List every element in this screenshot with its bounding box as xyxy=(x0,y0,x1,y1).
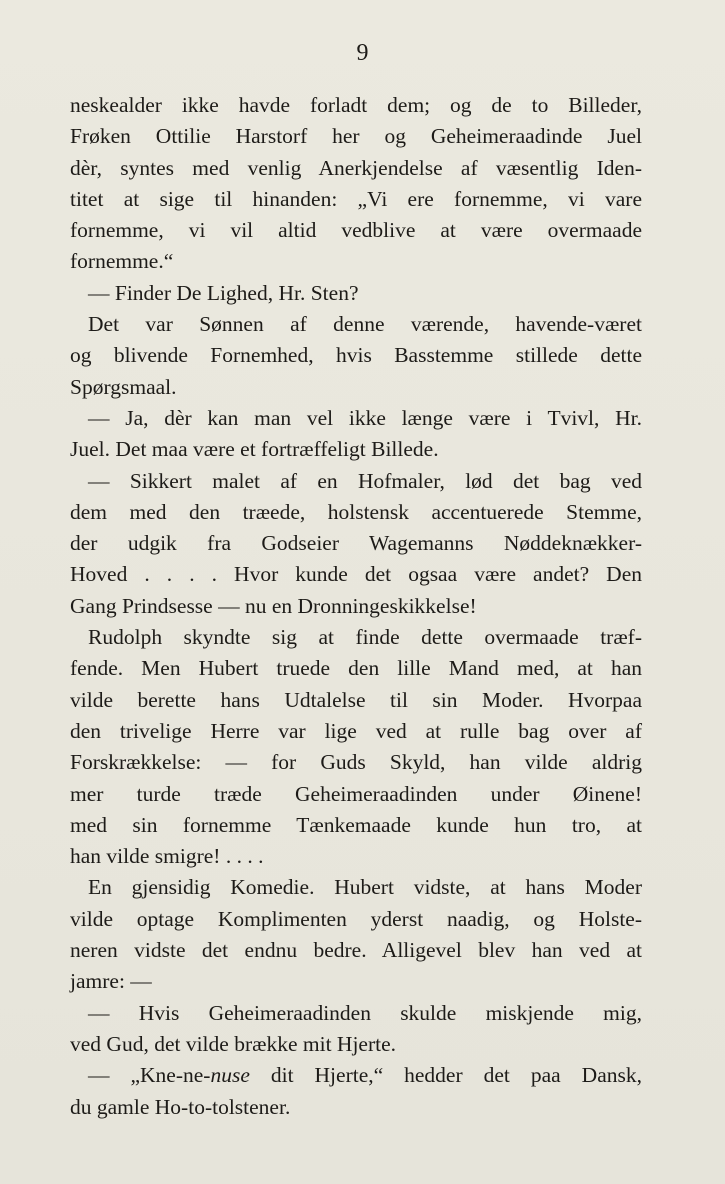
text-line: Hoved . . . . Hvor kunde det ogsaa være andet? Den xyxy=(70,562,642,587)
text-line: Spørgsmaal. xyxy=(70,374,177,399)
text-line: han vilde smigre! . . . . xyxy=(70,844,264,869)
text-line: neskealder ikke havde forladt dem; og de to Billeder, xyxy=(70,93,642,117)
text-line: mer turde træde Geheimeraadinden under Øinene! xyxy=(70,781,642,806)
text-line: du gamle Ho-to-tolstener. xyxy=(70,1094,291,1119)
text-line: der udgik fra Godseier Wagemanns Nøddeknækker- xyxy=(70,531,642,556)
text-line: fornemme.“ xyxy=(70,249,174,274)
text-line: neren vidste det endnu bedre. Alligevel blev han ved at xyxy=(70,938,642,963)
text-line: En gjensidig Komedie. Hubert vidste, at hans Moder xyxy=(88,875,642,900)
text-line xyxy=(70,1060,642,1091)
text-line: Forskrækkelse: — for Guds Skyld, han vilde aldrig xyxy=(70,750,642,775)
text-line: med sin fornemme Tænkemaade kunde hun tro, at xyxy=(70,812,642,837)
text-segment: dit Hjerte,“ hedder det paa Dansk, xyxy=(249,1063,642,1088)
italic-word: nuse xyxy=(210,1063,250,1088)
body-text xyxy=(70,90,642,1123)
text-line: fornemme, vi vil altid vedblive at være overmaade xyxy=(70,218,642,243)
page-number: 9 xyxy=(356,40,369,66)
text-line: dèr, syntes med venlig Anerkjendelse af væsentlig Iden- xyxy=(70,155,642,180)
text-segment: — „Kne-ne- xyxy=(88,1063,211,1088)
text-line: titet at sige til hinanden: „Vi ere fornemme, vi vare xyxy=(70,186,642,211)
text-line: ved Gud, det vilde brække mit Hjerte. xyxy=(70,1031,397,1056)
text-line: den trivelige Herre var lige ved at rulle bag over af xyxy=(70,718,642,743)
text-line: og blivende Fornemhed, hvis Basstemme stillede dette xyxy=(70,343,642,368)
text-line: jamre: — xyxy=(70,969,152,994)
text-line: Frøken Ottilie Harstorf her og Geheimeraadinde Juel xyxy=(70,124,642,149)
text-line: — Sikkert malet af en Hofmaler, lød det bag ved xyxy=(88,468,642,493)
text-line: — Ja, dèr kan man vel ikke længe være i Tvivl, Hr. xyxy=(88,405,642,430)
text-line: vilde optage Komplimenten yderst naadig, og Holste- xyxy=(70,906,642,931)
text-line: Det var Sønnen af denne værende, havende-været xyxy=(88,312,642,337)
text-line: — Finder De Lighed, Hr. Sten? xyxy=(88,280,359,305)
text-line: fende. Men Hubert truede den lille Mand med, at han xyxy=(70,656,642,681)
text-line: Rudolph skyndte sig at finde dette overmaade træf- xyxy=(88,625,642,650)
text-line: vilde berette hans Udtalelse til sin Moder. Hvorpaa xyxy=(70,687,642,712)
text-line: dem med den træede, holstensk accentuerede Stemme, xyxy=(70,499,642,524)
text-line: — Hvis Geheimeraadinden skulde miskjende mig, xyxy=(88,1000,642,1025)
text-line: Gang Prindsesse — nu en Dronningeskikkelse! xyxy=(70,593,477,618)
text-line: Juel. Det maa være et fortræffeligt Billede. xyxy=(70,437,439,462)
